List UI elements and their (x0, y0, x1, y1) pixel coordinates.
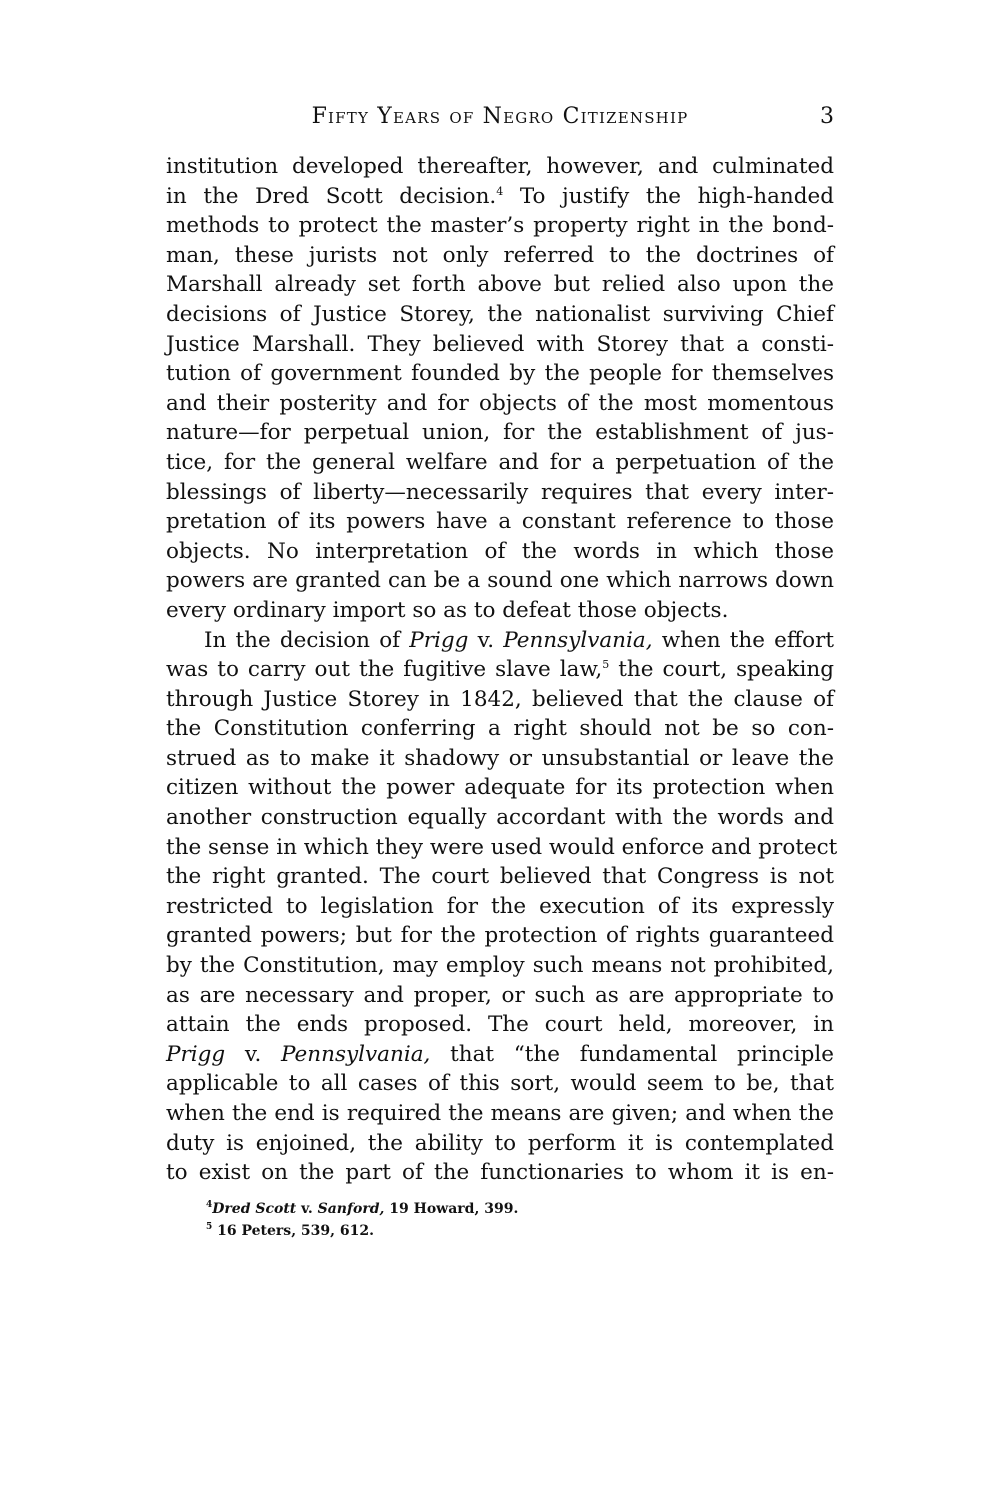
text-line: the Constitution conferring a right should not be so con- (166, 716, 834, 742)
text-line: tice, for the general welfare and for a perpetuation of the (166, 449, 834, 475)
text-line: as are necessary and proper, or such as are appropriate to (166, 982, 834, 1008)
footnote: $^4$Dred Scott v. Sanford, 19 Howard, 399. (206, 1200, 519, 1217)
footnotes (206, 1198, 846, 1242)
text-line: blessings of liberty—necessarily requires that every inter- (166, 479, 834, 505)
text-line: when the end is required the means are given; and when the (166, 1101, 834, 1126)
text-line: objects. No interpretation of the words in which those (166, 538, 834, 564)
text-line: restricted to legislation for the execution of its expressly (166, 893, 834, 919)
page-number: 3 (820, 104, 834, 129)
text-line: by the Constitution, may employ such means not prohibited, (166, 953, 834, 979)
footnote: $^5$ 16 Peters, 539, 612. (206, 1222, 375, 1239)
text-line: In the decision of Prigg v. Pennsylvania, when the effort (204, 627, 834, 653)
running-title: Fifty Years of Negro Citizenship (311, 104, 689, 129)
text-line: attain the ends proposed. The court held, moreover, in (166, 1012, 834, 1038)
body-text (166, 152, 838, 1188)
text-line: decisions of Justice Storey, the nationalist surviving Chief (166, 301, 834, 327)
text-line: citizen without the power adequate for its protection when (166, 775, 834, 801)
text-line: powers are granted can be a sound one which narrows down (166, 568, 834, 594)
text-line: duty is enjoined, the ability to perform it is contemplated (166, 1130, 834, 1156)
text-line: methods to protect the master’s property right in the bond- (166, 213, 834, 239)
text-line: the right granted. The court believed that Congress is not (166, 864, 834, 890)
text-line: Justice Marshall. They believed with Storey that a consti- (166, 331, 834, 357)
text-line: strued as to make it shadowy or unsubstantial or leave the (166, 745, 834, 771)
text-line: was to carry out the fugitive slave law,$^5$ the court, speaking (166, 657, 834, 683)
text-line: granted powers; but for the protection of rights guaranteed (166, 923, 834, 949)
text-line: in the Dred Scott decision.$^4$ To justify the high-handed (166, 183, 834, 209)
text-line: tution of government founded by the people for themselves (166, 361, 834, 387)
text-line: nature—for perpetual union, for the establishment of jus- (166, 420, 834, 446)
text-line: every ordinary import so as to defeat those objects. (166, 597, 729, 623)
running-header (166, 100, 834, 134)
text-line: through Justice Storey in 1842, believed that the clause of (166, 686, 834, 712)
text-line: and their posterity and for objects of the most momentous (166, 390, 834, 416)
text-line: Marshall already set forth above but relied also upon the (166, 272, 834, 298)
footnote-ref: 4 (496, 184, 504, 198)
text-line: Prigg v. Pennsylvania, that “the fundamental principle (166, 1041, 834, 1067)
text-line: to exist on the part of the functionaries to whom it is en- (166, 1160, 834, 1186)
text-line: institution developed thereafter, however, and culminated (166, 154, 834, 179)
text-line: pretation of its powers have a constant reference to those (166, 509, 834, 535)
text-line: another construction equally accordant with the words and (166, 805, 834, 831)
text-line: applicable to all cases of this sort, would seem to be, that (166, 1071, 834, 1097)
text-line: man, these jurists not only referred to the doctrines of (166, 242, 834, 268)
text-line: the sense in which they were used would enforce and protect (166, 834, 838, 860)
footnote-ref: 5 (602, 658, 610, 672)
